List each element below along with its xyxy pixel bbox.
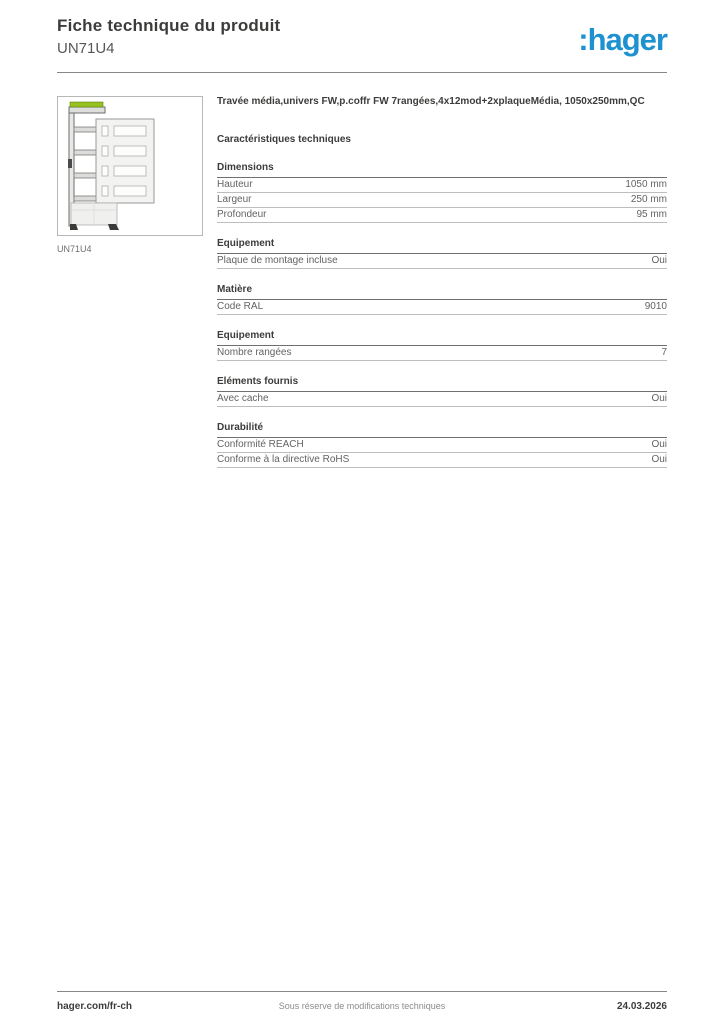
spec-value: 250 mm bbox=[630, 194, 667, 205]
spec-row-reach bbox=[217, 438, 667, 453]
section-title: Equipement bbox=[217, 238, 667, 254]
page-title: Fiche technique du produit bbox=[57, 16, 281, 35]
product-description: Travée média,univers FW,p.coffr FW 7rangées,4x12mod+2xplaqueMédia, 1050x250mm,QC bbox=[217, 96, 645, 107]
header-divider bbox=[57, 72, 667, 73]
header bbox=[57, 16, 667, 57]
spec-label: Nombre rangées bbox=[217, 347, 292, 358]
spec-row-hauteur bbox=[217, 178, 667, 193]
section-dimensions bbox=[217, 162, 667, 223]
spec-value: Oui bbox=[651, 393, 667, 404]
footer-date: 24.03.2026 bbox=[616, 1001, 667, 1012]
spec-value: Oui bbox=[651, 454, 667, 465]
hager-logo: :hager bbox=[578, 22, 667, 57]
spec-value: Oui bbox=[651, 439, 667, 450]
spec-row-code-ral bbox=[217, 300, 667, 315]
spec-label: Code RAL bbox=[217, 301, 264, 312]
spec-label: Profondeur bbox=[217, 209, 267, 220]
section-title: Durabilité bbox=[217, 422, 667, 438]
spec-row-profondeur bbox=[217, 208, 667, 223]
spec-value: 1050 mm bbox=[625, 179, 667, 190]
footer bbox=[57, 991, 667, 1012]
image-caption: UN71U4 bbox=[57, 244, 92, 254]
main-content bbox=[57, 96, 667, 468]
spec-label: Conforme à la directive RoHS bbox=[217, 454, 350, 465]
enclosure-drawing bbox=[58, 97, 202, 235]
spec-row-largeur bbox=[217, 193, 667, 208]
footer-disclaimer: Sous réserve de modifications techniques bbox=[278, 1001, 446, 1011]
spec-row-rohs bbox=[217, 453, 667, 468]
section-durabilite bbox=[217, 422, 667, 468]
section-matiere bbox=[217, 284, 667, 315]
spec-label: Conformité REACH bbox=[217, 439, 304, 450]
section-equipement-1 bbox=[217, 238, 667, 269]
spec-label: Avec cache bbox=[217, 393, 269, 404]
section-title: Matière bbox=[217, 284, 667, 300]
spec-value: 7 bbox=[661, 347, 667, 358]
specs-column bbox=[217, 96, 667, 468]
spec-row-plaque-montage bbox=[217, 254, 667, 269]
header-titles bbox=[57, 16, 280, 57]
section-equipement-2 bbox=[217, 330, 667, 361]
spec-value: Oui bbox=[651, 255, 667, 266]
spec-label: Plaque de montage incluse bbox=[217, 255, 338, 266]
tech-characteristics-title: Caractéristiques techniques bbox=[217, 133, 351, 145]
spec-value: 9010 bbox=[644, 301, 667, 312]
product-visual bbox=[57, 96, 203, 468]
section-title: Equipement bbox=[217, 330, 667, 346]
footer-website: hager.com/fr-ch bbox=[57, 1001, 133, 1012]
spec-label: Largeur bbox=[217, 194, 252, 205]
section-title: Dimensions bbox=[217, 162, 667, 178]
spec-value: 95 mm bbox=[636, 209, 667, 220]
spec-label: Hauteur bbox=[217, 179, 253, 190]
spec-row-nombre-rangees bbox=[217, 346, 667, 361]
product-code: UN71U4 bbox=[57, 40, 115, 57]
section-elements-fournis bbox=[217, 376, 667, 407]
spec-row-avec-cache bbox=[217, 392, 667, 407]
product-image bbox=[57, 96, 203, 236]
section-title: Eléments fournis bbox=[217, 376, 667, 392]
